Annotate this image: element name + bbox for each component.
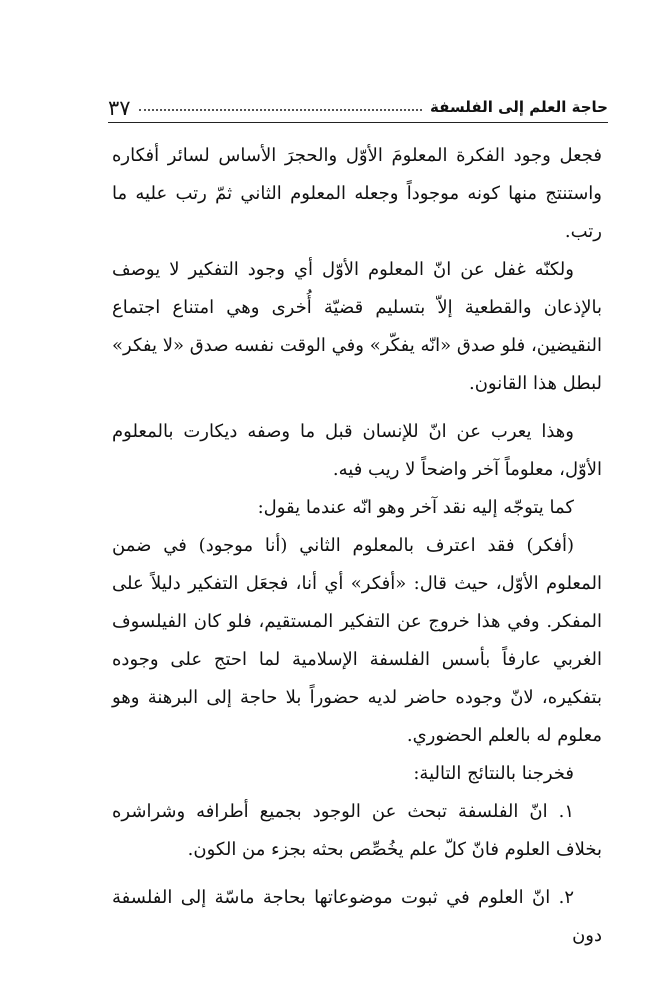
paragraph: فخرجنا بالنتائج التالية: [413,763,574,784]
paragraph: وهذا يعرب عن انّ للإنسان قبل ما وصفه ديكارت بالمعلوم الأوّل، معلوماً آخر واضحاً لا ريب فيه. [112,421,602,480]
paragraph: (أفكر) فقد اعترف بالمعلوم الثاني (أنا موجود) في ضمن المعلوم الأوّل، حيث قال: «أفكر» أي أنا، فجعَل التفكير دليلاً على المفكر. وفي هذا خروج عن التفكير المستقيم، فلو كان الفيلسوف الغربي عارفاً بأسس الفلسفة الإسلامية لما احتج على وجوده بتفكيره، لانّ وجوده حاضر لديه حضوراً بلا حاجة إلى البرهنة وهو معلوم له بالعلم الحضوري. [112,535,602,746]
chapter-title: حاجة العلم إلى الفلسفة [430,98,608,116]
page-body [112,137,602,955]
paragraph: ولكنّه غفل عن انّ المعلوم الأوّل أي وجود التفكير لا يوصف بالإذعان والقطعية إلاّ بتسليم قضيّة أُخرى وهي امتناع اجتماع النقيضين، فلو صدق «انّه يفكّر» وفي الوقت نفسه صدق «لا يفكر» لبطل هذا القانون. [112,259,602,394]
list-item: ١. انّ الفلسفة تبحث عن الوجود بجميع أطرافه وشراشره بخلاف العلوم فانّ كلّ علم يخُصِّص بحثه بجزء من الكون. [112,801,602,860]
running-header [108,86,608,120]
list-item: ٢. انّ العلوم في ثبوت موضوعاتها بحاجة ماسّة إلى الفلسفة دون [112,887,602,946]
paragraph: كما يتوجّه إليه نقد آخر وهو انّه عندما يقول: [257,497,574,518]
paragraph: فجعل وجود الفكرة المعلومَ الأوّل والحجرَ الأساس لسائر أفكاره واستنتج منها كونه موجوداً وجعله المعلوم الثاني ثمّ رتب عليه ما رتب. [112,145,602,242]
page-number: ٣٧ [108,96,131,120]
dotted-leader [139,109,422,111]
header-rule [108,122,608,123]
